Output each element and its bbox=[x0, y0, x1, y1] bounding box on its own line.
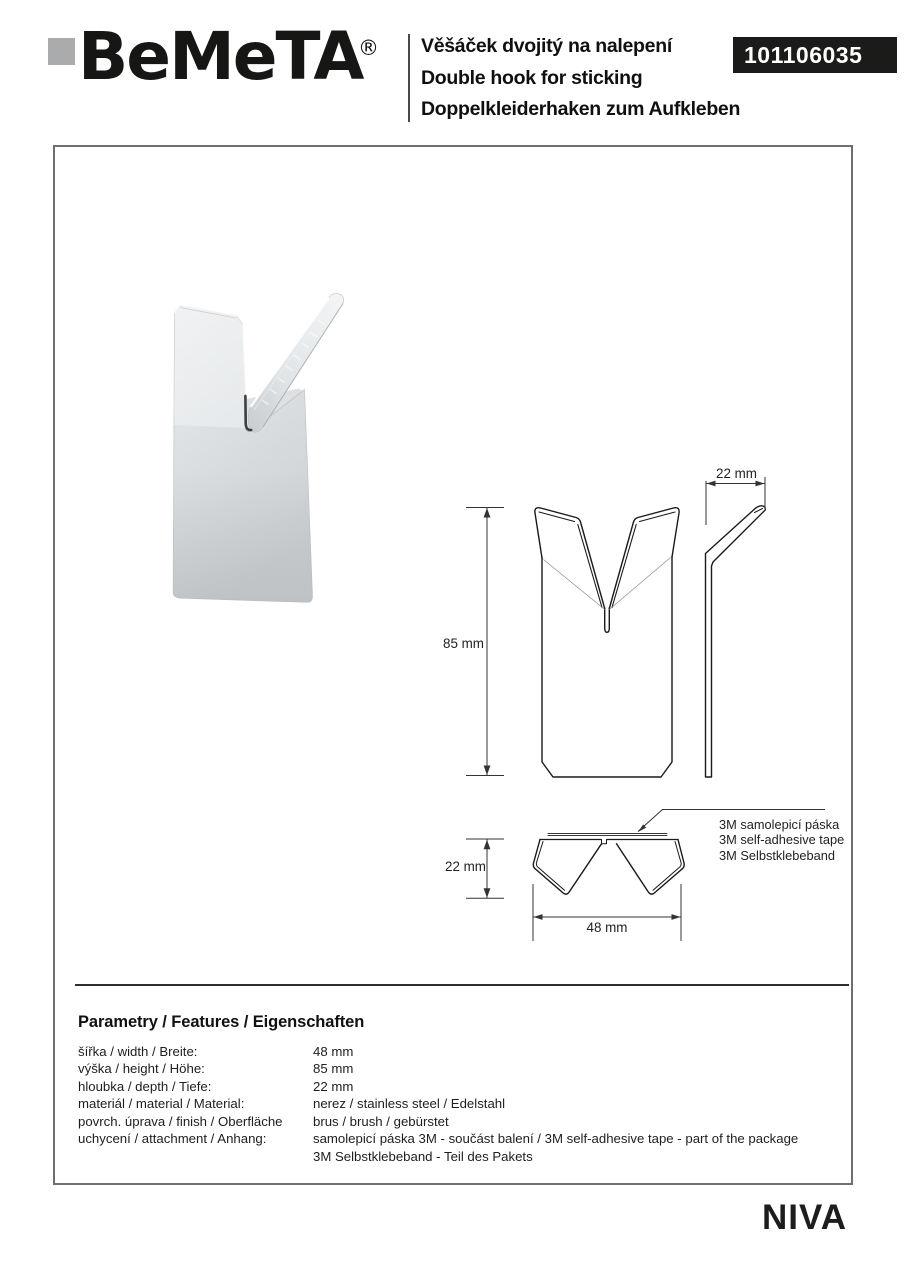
product-title-de: Doppelkleiderhaken zum Aufkleben bbox=[421, 98, 741, 120]
dim-top-width: 48 mm bbox=[586, 920, 628, 935]
param-label: hloubka / depth / Tiefe: bbox=[78, 1078, 212, 1094]
product-photo bbox=[140, 275, 360, 615]
param-label: šířka / width / Breite: bbox=[78, 1044, 198, 1059]
dim-side-depth: 22 mm bbox=[716, 466, 757, 481]
param-label: uchycení / attachment / Anhang: bbox=[78, 1131, 267, 1146]
dim-top-depth: 22 mm bbox=[445, 859, 486, 874]
param-label: povrch. úprava / finish / Oberfläche bbox=[78, 1113, 283, 1129]
param-value: 22 mm bbox=[313, 1078, 354, 1094]
registered-mark-icon: ® bbox=[358, 36, 379, 60]
param-label: výška / height / Höhe: bbox=[78, 1061, 205, 1077]
tape-annotation-en: 3M self-adhesive tape bbox=[719, 832, 845, 848]
param-value: 48 mm bbox=[313, 1044, 354, 1059]
product-code-badge bbox=[733, 37, 897, 73]
product-code: 101106035 bbox=[744, 42, 863, 68]
param-value: 3M Selbstklebeband - Teil des Pakets bbox=[313, 1148, 533, 1164]
param-value: brus / brush / gebürstet bbox=[313, 1113, 449, 1129]
parameters-table bbox=[78, 1043, 838, 1173]
parameters-heading: Parametry / Features / Eigenschaften bbox=[78, 1013, 365, 1031]
product-titles bbox=[421, 31, 740, 126]
product-title-cs: Věšáček dvojitý na nalepení bbox=[421, 35, 672, 57]
product-title-en: Double hook for sticking bbox=[421, 66, 643, 89]
tape-annotation-de: 3M Selbstklebeband bbox=[719, 847, 835, 863]
param-label: materiál / material / Material: bbox=[78, 1096, 245, 1112]
technical-drawing bbox=[440, 450, 850, 950]
dim-front-height: 85 mm bbox=[443, 636, 484, 651]
logo-square-icon bbox=[48, 38, 75, 65]
param-value: nerez / stainless steel / Edelstahl bbox=[313, 1096, 506, 1112]
header-divider bbox=[408, 34, 410, 122]
tape-annotation-cs: 3M samolepicí páska bbox=[719, 817, 840, 832]
brand-logo: BeMeTA bbox=[78, 18, 363, 95]
tape-annotation bbox=[719, 817, 844, 863]
series-name: NIVA bbox=[761, 1198, 847, 1237]
param-value: samolepicí páska 3M - součást balení / 3M self-adhesive tape - part of the package bbox=[313, 1131, 799, 1146]
parameters-separator bbox=[75, 984, 849, 986]
param-value: 85 mm bbox=[313, 1061, 354, 1077]
